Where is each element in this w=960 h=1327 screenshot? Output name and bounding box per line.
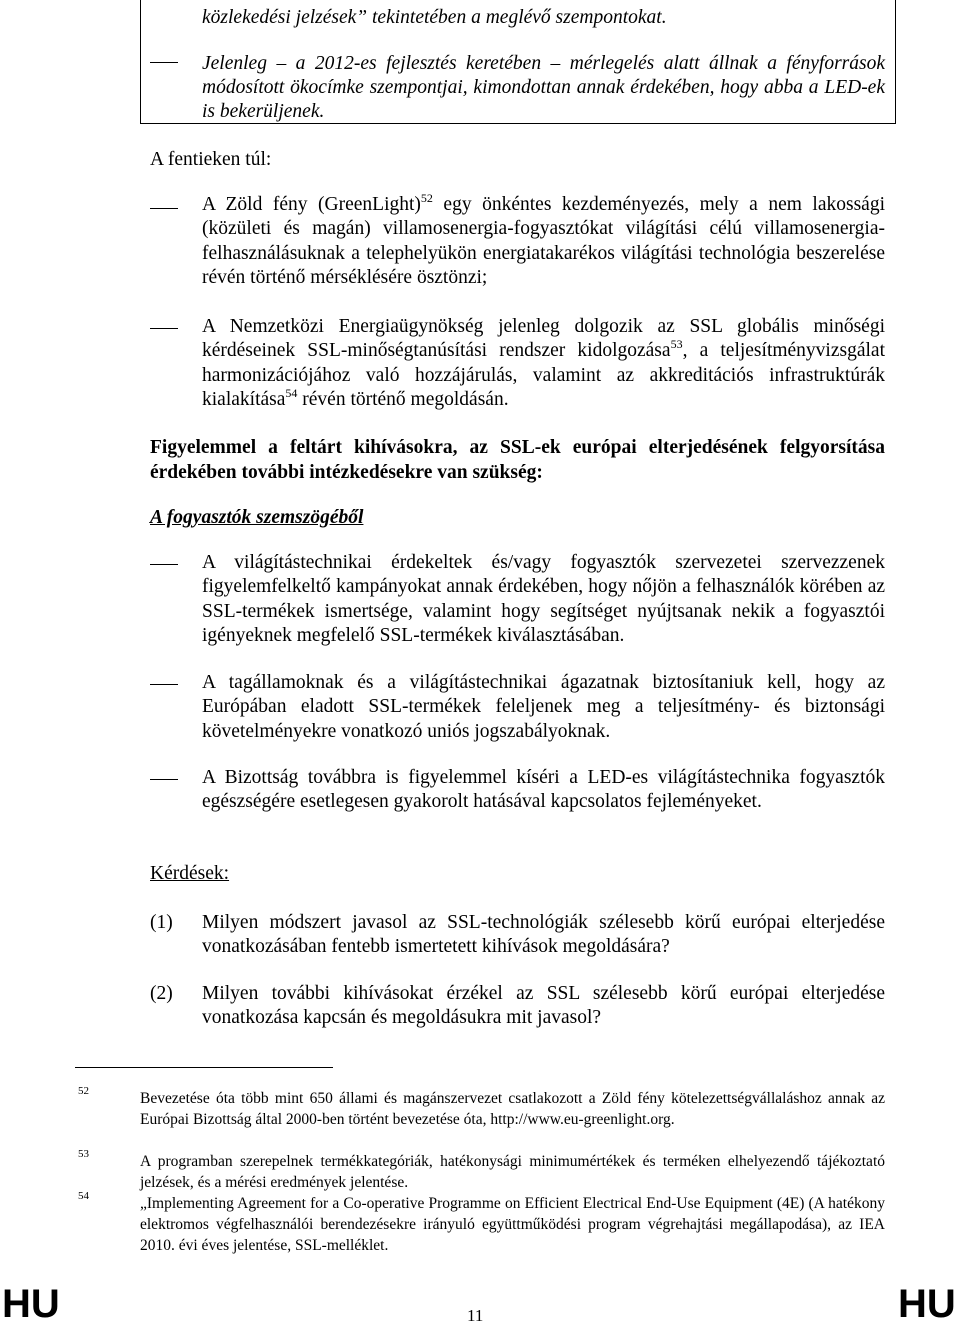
bullet-dash: [150, 564, 178, 565]
footnote-number: 52: [78, 1085, 89, 1097]
iea-paragraph: A Nemzetközi Energiaügynökség jelenleg dolgozik az SSL globális minőségi kérdéseinek SSL-minőségtanúsítási rendszer kidolgozása$^{53}$, a teljesítményvizsgálat harmonizációjához való hozzájárulás, valamint az akkreditációs infrastruktúrák kialakítása$^{54}$ révén történő megoldásán.: [202, 316, 885, 410]
question-number: (1): [150, 912, 173, 933]
consumer-bullet-2: A tagállamoknak és a világítástechnikai ágazatnak biztosítaniuk kell, hogy az Európában eladott SSL-termékek feleljenek meg a teljesítmény- és biztonsági követelményekre vonatkozó uniós jogszabályoknak.: [202, 672, 885, 742]
intro-text: A fentieken túl:: [150, 149, 272, 170]
footnote-number: 53: [78, 1148, 89, 1160]
footnote-ref-52: 52: [420, 191, 433, 205]
bullet-dash: [150, 779, 178, 780]
question-2: Milyen további kihívásokat érzékel az SSL szélesebb körű európai elterjedése vonatkozása kapcsán és megoldásukra mit javasol?: [202, 983, 885, 1029]
box-line-1: közlekedési jelzések” tekintetében a meglévő szempontokat.: [202, 7, 667, 28]
footnote-separator: [75, 1067, 333, 1068]
footer-language-left: HU: [2, 1282, 60, 1326]
greenlight-paragraph: A Zöld fény (GreenLight)$^{52}$ egy önkéntes kezdeményezés, mely a nem lakossági (közületi és magán) villamosenergia-fogyasztókat világítási célú villamosenergia-felhasználásuknak a telephelyükön energiatakarékos világítási technológia beszerelése révén történő mérséklésére ösztönzi;: [202, 191, 885, 288]
footnote-ref-54: 54: [285, 385, 298, 400]
bullet-dash: [150, 328, 178, 329]
footnote-number: 54: [78, 1190, 89, 1202]
footer-language-right: HU: [898, 1282, 956, 1326]
bold-statement: Figyelemmel a feltárt kihívásokra, az SSL-ek európai elterjedésének felgyorsítása érdekében további intézkedésekre van szükség:: [150, 437, 885, 483]
questions-heading: Kérdések:: [150, 863, 230, 884]
box-dash: [150, 62, 178, 63]
footnote-53: A programban szerepelnek termékkategóriák, hatékonysági minimumértékek és terméken elhelyezendő tájékoztató jelzések, és a mérési eredmények jelentése.: [140, 1153, 885, 1191]
box-item: Jelenleg – a 2012-es fejlesztés keretében – mérlegelés alatt állnak a fényforrások módosított ökocímke szempontjai, kimondottan annak érdekében, hogy abba a LED-ek is bekerüljenek.: [202, 53, 885, 122]
footnote-ref-53: 53: [670, 337, 683, 352]
section-heading: A fogyasztók szemszögéből: [150, 507, 364, 528]
question-1: Milyen módszert javasol az SSL-technológiák szélesebb körű európai elterjedése vonatkozásában fentebb ismertetett kihívások megoldására?: [202, 912, 885, 958]
footnote-54: „Implementing Agreement for a Co-operative Programme on Efficient Electrical End-Use Equipment (4E) (A hatékony elektromos végfelhasználói berendezésekre irányuló együttműködési program végrehajtási megállapodása), az IEA 2010. évi éves jelentése, SSL-melléklet.: [140, 1195, 885, 1254]
page-number: 11: [467, 1306, 484, 1325]
bullet-dash: [150, 208, 178, 209]
consumer-bullet-1: A világítástechnikai érdekeltek és/vagy fogyasztók szervezetei szervezzenek figyelemfelkeltő kampányokat annak érdekében, hogy nőjön a felhasználók körében az SSL-termékek ismertsége, valamint hogy segítséget nyújtsanak nekik a fogyasztói igényeknek megfelelő SSL-termékek kiválasztásában.: [202, 552, 885, 646]
question-number: (2): [150, 983, 173, 1004]
footnote-52: Bevezetése óta több mint 650 állami és magánszervezet csatlakozott a Zöld fény kötelezettségvállaláshoz annak az Európai Bizottság által 2000-ben történt bevezetése óta, http://www.eu-greenlight.org.: [140, 1090, 885, 1128]
bullet-dash: [150, 684, 178, 685]
consumer-bullet-3: A Bizottság továbbra is figyelemmel kíséri a LED-es világítástechnika fogyasztók egészségére esetlegesen gyakorolt hatásával kapcsolatos fejleményeket.: [202, 767, 885, 813]
